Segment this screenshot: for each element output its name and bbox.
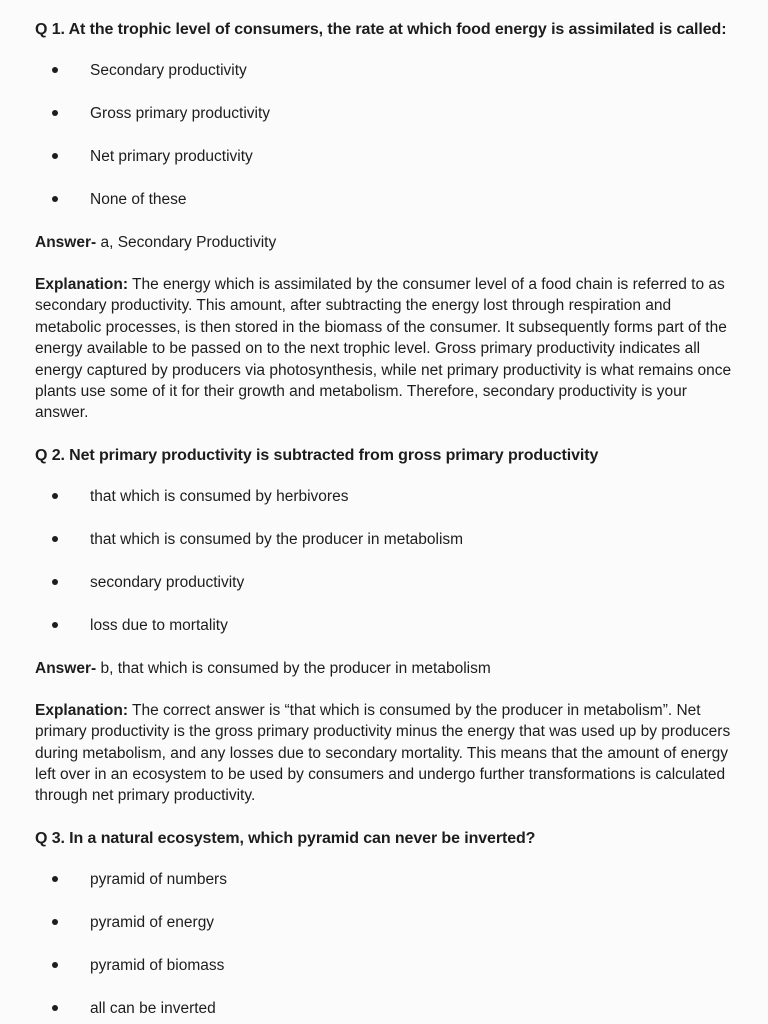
answer-label: Answer- bbox=[35, 659, 97, 677]
option-text: all can be inverted bbox=[90, 999, 216, 1017]
question-2-text: Q 2. Net primary productivity is subtracted from gross primary productivity bbox=[35, 446, 599, 464]
explanation-label: Explanation: bbox=[35, 701, 129, 719]
bullet-icon bbox=[52, 536, 58, 542]
option-item bbox=[35, 60, 768, 103]
option-item bbox=[35, 146, 768, 189]
answer-text: b, that which is consumed by the producer in metabolism bbox=[96, 659, 491, 677]
option-item bbox=[35, 189, 768, 232]
bullet-icon bbox=[52, 67, 58, 73]
option-item bbox=[35, 998, 768, 1024]
option-text: Secondary productivity bbox=[90, 62, 247, 79]
option-text: pyramid of energy bbox=[90, 913, 215, 931]
bullet-icon bbox=[52, 579, 58, 585]
option-item bbox=[35, 486, 768, 529]
option-item bbox=[35, 572, 768, 615]
option-text: loss due to mortality bbox=[90, 616, 228, 634]
question-1 bbox=[35, 18, 768, 424]
bullet-icon bbox=[52, 153, 58, 159]
question-2-answer bbox=[35, 658, 768, 680]
bullet-icon bbox=[52, 919, 58, 925]
explanation-text: The correct answer is “that which is consumed by the producer in metabolism”. Net primary productivity is the gross primary productivity minus the energy that was used up by producers during metabolism, and any losses due to secondary mortality. This means that the amount of energy left over in an ecosystem to be used by consumers and undergo further transformations is calculated through net primary productivity. bbox=[35, 701, 731, 805]
option-text: Gross primary productivity bbox=[90, 105, 271, 122]
option-item bbox=[35, 869, 768, 912]
option-text: None of these bbox=[90, 191, 187, 208]
explanation-text: The energy which is assimilated by the consumer level of a food chain is referred to as secondary productivity. This amount, after subtracting the energy lost through respiration and metabolic processes, is then stored in the biomass of the consumer. It subsequently forms part of the energy available to be passed on to the next trophic level. Gross primary productivity indicates all energy captured by producers via photosynthesis, while net primary productivity is what remains once plants use some of it for their growth and metabolism. Therefore, secondary productivity is your answer. bbox=[35, 276, 732, 422]
question-1-answer bbox=[35, 232, 768, 254]
question-1-options bbox=[35, 60, 768, 232]
option-text: pyramid of numbers bbox=[90, 870, 227, 888]
question-3-options bbox=[35, 869, 768, 1024]
option-item bbox=[35, 529, 768, 572]
answer-text: a, Secondary Productivity bbox=[96, 234, 277, 251]
explanation-label: Explanation: bbox=[35, 276, 129, 293]
bullet-icon bbox=[52, 110, 58, 116]
bullet-icon bbox=[52, 962, 58, 968]
question-2-options bbox=[35, 486, 768, 658]
question-1-text: Q 1. At the trophic level of consumers, the rate at which food energy is assimilated is called: bbox=[35, 21, 727, 38]
option-item bbox=[35, 103, 768, 146]
question-2-explanation bbox=[35, 700, 735, 807]
option-item bbox=[35, 615, 768, 658]
bullet-icon bbox=[52, 196, 58, 202]
bullet-icon bbox=[52, 622, 58, 628]
option-item bbox=[35, 955, 768, 998]
option-text: secondary productivity bbox=[90, 573, 245, 591]
question-2 bbox=[35, 444, 768, 807]
option-text: that which is consumed by herbivores bbox=[90, 487, 349, 505]
bullet-icon bbox=[52, 493, 58, 499]
option-text: pyramid of biomass bbox=[90, 956, 225, 974]
bullet-icon bbox=[52, 1005, 58, 1011]
bullet-icon bbox=[52, 876, 58, 882]
option-item bbox=[35, 912, 768, 955]
question-3-text: Q 3. In a natural ecosystem, which pyramid can never be inverted? bbox=[35, 829, 536, 847]
answer-label: Answer- bbox=[35, 234, 97, 251]
question-1-explanation bbox=[35, 274, 735, 424]
option-text: that which is consumed by the producer in metabolism bbox=[90, 530, 464, 548]
question-3 bbox=[35, 827, 768, 1024]
option-text: Net primary productivity bbox=[90, 148, 253, 165]
